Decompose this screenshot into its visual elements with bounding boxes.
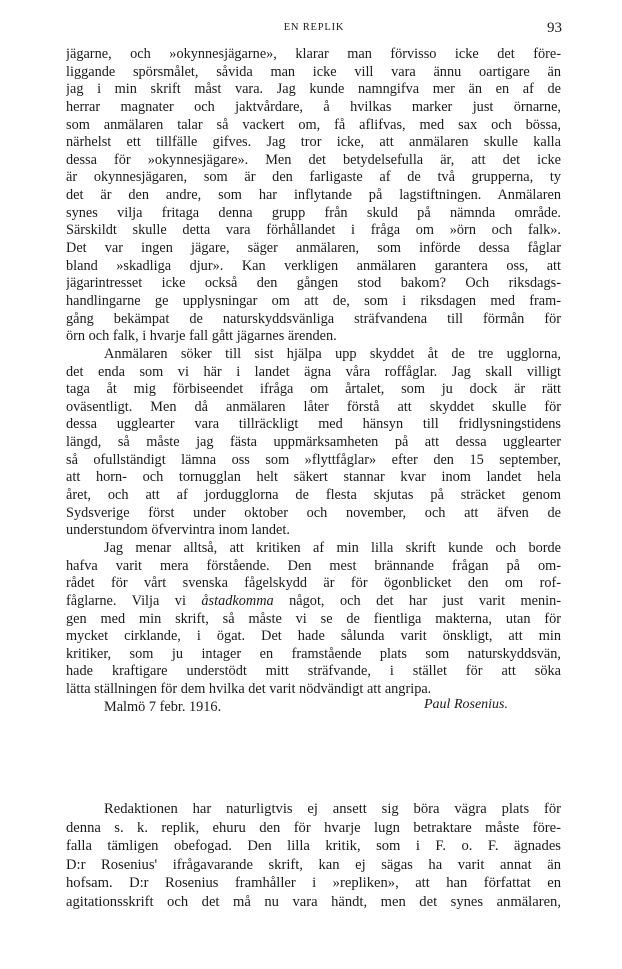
text-segment: fåglarne. Vilja vi <box>66 592 186 609</box>
paragraph-start-line: Redaktionen har naturligtvis ej ansett sig böra vägra plats för <box>104 801 561 817</box>
text-line: året, och att af jordugglorna de flesta skjutas på sträcket genom <box>66 487 561 504</box>
text-line: närhelst ett tillfälle gifves. Jag tror icke, att anmälaren skulle kalla <box>66 134 561 151</box>
letter-body <box>66 46 561 716</box>
text-line: dessa för »okynnesjägare». Men det betydelsefulla är, att det icke <box>66 151 561 168</box>
text-line: rådet för vårt svenska fågelskydd är för ögonblicket den om rof- <box>66 575 561 592</box>
text-line: denna s. k. replik, ehuru den för hvarje lugn betraktare måste före- <box>66 819 561 836</box>
text-line: handlingarne ge upplysningar om att de, som i riksdagen med fram- <box>66 292 561 309</box>
text-line: hofsam. D:r Rosenius framhåller i »repliken», att han författat en <box>66 875 561 891</box>
running-head <box>66 20 562 38</box>
running-title: EN REPLIK <box>283 22 345 33</box>
text-line: oväsentligt. Men då anmälaren låter förstå att skyddet skulle för <box>66 398 561 415</box>
text-line: agitationsskrift och det må nu vara händt, men det synes anmälaren, <box>66 893 561 910</box>
paragraph-start-line: Jag menar alltså, att kritiken af min lilla skrift kunde och borde <box>104 539 561 556</box>
text-line: understundom öfvervintra inom landet. <box>66 522 290 539</box>
text-line: Det var ingen jägare, säger anmälaren, som införde dessa fåglar <box>66 240 561 257</box>
text-line: så ofullständigt lämna oss som »flyttfåglar» efter den 15 september, <box>66 451 561 468</box>
text-line: som anmälaren talar så vackert om, få aflifvas, med sax och bössa, <box>66 116 561 133</box>
text-line: att horn- och tornugglan helt säkert stannar kvar inom landet hela <box>66 469 561 486</box>
text-line: det är den andre, som har inflytande på lagstiftningen. Anmälaren <box>66 187 561 204</box>
text-line: jag i min skrift måst vara. Jag kunde namngifva mer än en af de <box>66 81 561 98</box>
text-line: lätta ställningen för dem hvilka det varit nödvändigt att angripa. <box>66 681 432 698</box>
text-line: D:r Rosenius' ifrågavarande skrift, kan ej sägas ha varit annat än <box>66 856 561 873</box>
text-line: det enda som vi här i landet ägna våra roffåglar. Jag skall villigt <box>66 363 561 380</box>
text-line: mycket cirklande, i ögat. Det hade sålunda varit önskligt, att min <box>66 628 561 645</box>
text-line: bland »skadliga djur». Kan verkligen anmälaren garantera oss, att <box>66 257 561 274</box>
text-segment: något, och det har just varit menin- <box>289 592 561 609</box>
text-line: liggande spörsmålet, såvida man icke vill vara ännu oartigare än <box>66 63 561 80</box>
text-line: jägarintresset icke också den gången stod bakom? Och riksdags- <box>66 275 561 292</box>
text-line: synes vilja fritaga denna grupp från skuld på nämnda område. <box>66 204 561 221</box>
emphasized-word: åstadkomma <box>201 592 274 609</box>
text-line-with-emphasis <box>66 593 561 611</box>
text-line: Särskildt skulle detta vara förhållandet i fråga om »örn och falk». <box>66 222 561 239</box>
text-line: kritiker, som ju intager en framstående plats som naturskyddsvän, <box>66 645 561 662</box>
text-line: falla tämligen obefogad. Den lilla kritik, som i F. o. F. ägnades <box>66 838 561 854</box>
text-line: jägarne, och »okynnesjägarne», klarar man förvisso icke det före- <box>66 46 561 62</box>
text-line: gen med min skrift, så måste vi se de fientliga makterna, utan för <box>66 610 561 627</box>
text-line: hade kraftigare understödt mitt sträfvande, i stället för att söka <box>66 663 561 680</box>
page-number: 93 <box>547 20 562 36</box>
text-line: herrar magnater och jaktvårdare, å hvilkas marker just örnarne, <box>66 98 561 115</box>
editor-note <box>66 800 561 911</box>
text-line: Sydsverige först under oktober och november, och att äfven de <box>66 504 561 521</box>
text-line: är okynnesjägaren, som är den farligaste af de två grupperna, ty <box>66 169 561 186</box>
text-line: gång bekämpat de naturskyddsvänliga sträfvandena till förmån för <box>66 310 561 327</box>
text-line: dessa ugglearter vara tillräckligt med hänsyn till fridlysningstidens <box>66 416 561 433</box>
dateline: Malmö 7 febr. 1916. <box>104 698 222 715</box>
text-line: taga åt mig förbiseendet ifråga om årtalet, som ju dock är rätt <box>66 381 561 398</box>
text-line: hafva varit mera förstående. Den mest brännande frågan på om- <box>66 557 561 574</box>
signature: Paul Rosenius. <box>424 697 508 712</box>
paragraph-start-line: Anmälaren söker till sist hjälpa upp skyddet åt de tre ugglorna, <box>104 345 561 362</box>
text-line: örn och falk, i hvarje fall gått jägarnes ärenden. <box>66 328 337 345</box>
text-line: längd, så måste jag fästa uppmärksamheten på att dessa ugglearter <box>66 434 561 451</box>
